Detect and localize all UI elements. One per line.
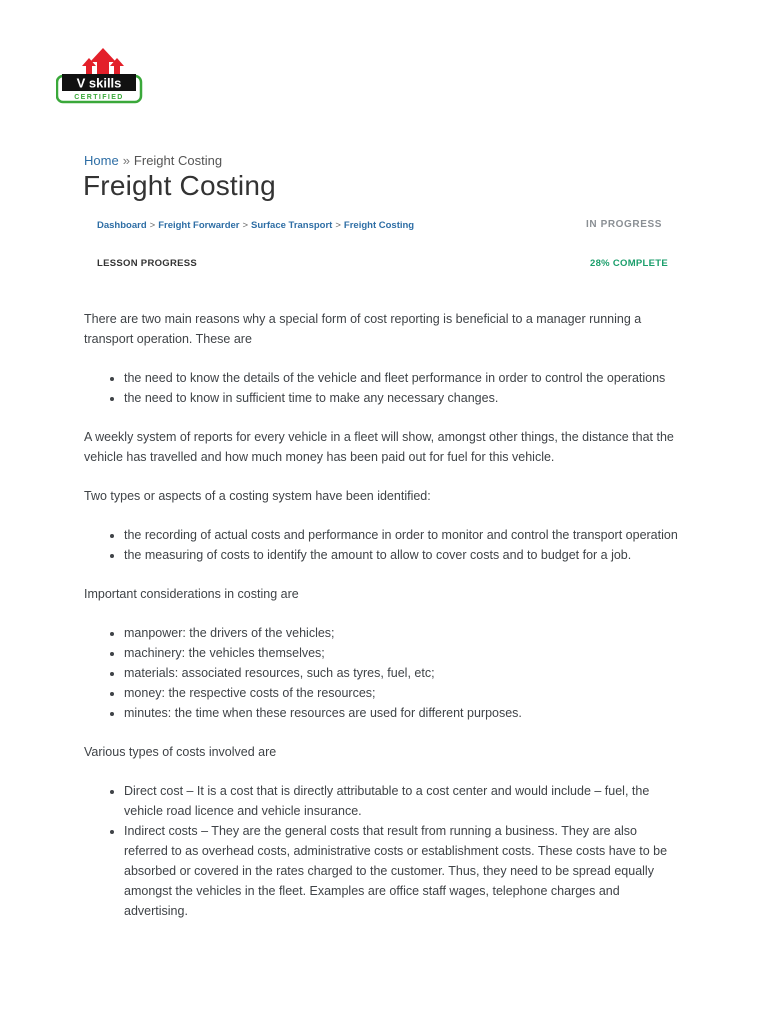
bullet-list	[84, 368, 684, 408]
status-badge: IN PROGRESS	[586, 219, 663, 230]
list-item: • the need to know the details of the vehicle and fleet performance in order to control the operations	[124, 368, 684, 388]
course-crumb-separator: >	[242, 220, 249, 231]
vskills-logo-graphic	[56, 46, 144, 106]
vskills-logo[interactable]	[56, 46, 144, 106]
course-crumb-separator: >	[335, 220, 341, 231]
breadcrumb-separator: »	[122, 153, 130, 168]
list-item: • Indirect costs – They are the general costs that result from running a business. They are also referred to as overhead costs, administrative costs or establishment costs. These costs have to be absorbed or covered in the rates charged to the customer. Thus, they need to be spread equally amongst the vehicles in the fleet. Examples are office staff wages, telephone charges and advertising.	[124, 821, 684, 921]
course-crumb-freight-costing[interactable]: Freight Costing	[343, 220, 415, 231]
course-crumb-separator: >	[149, 220, 156, 231]
list-item: • money: the respective costs of the resources;	[124, 683, 684, 703]
breadcrumb	[84, 153, 222, 168]
course-crumb-surface-transport[interactable]: Surface Transport	[251, 220, 333, 231]
list-item: • minutes: the time when these resources are used for different purposes.	[124, 703, 684, 723]
lesson-progress-percent: 28% COMPLETE	[590, 258, 669, 269]
logo-brand-text: V skills	[76, 75, 122, 91]
paragraph: Two types or aspects of a costing system have been identified:	[84, 489, 431, 503]
lesson-progress-label: LESSON PROGRESS	[97, 258, 198, 269]
paragraph: Important considerations in costing are	[84, 587, 299, 601]
breadcrumb-current: Freight Costing	[133, 153, 223, 168]
course-crumb-freight-forwarder[interactable]: Freight Forwarder	[158, 220, 240, 231]
lesson-content	[84, 309, 684, 940]
list-item: • Direct cost – It is a cost that is directly attributable to a cost center and would include – fuel, the vehicle road licence and vehicle insurance.	[124, 781, 684, 821]
list-item: • the measuring of costs to identify the amount to allow to cover costs and to budget for a job.	[124, 545, 684, 565]
breadcrumb-home-link[interactable]: Home	[84, 153, 119, 168]
page-title: Freight Costing	[83, 170, 276, 201]
list-item: • materials: associated resources, such as tyres, fuel, etc;	[124, 663, 684, 683]
paragraph: There are two main reasons why a special form of cost reporting is beneficial to a manager running a transport operation. These are	[84, 312, 642, 346]
course-crumb-dashboard[interactable]: Dashboard	[97, 220, 147, 231]
list-item: • the recording of actual costs and performance in order to monitor and control the transport operation	[124, 525, 684, 545]
list-item: • machinery: the vehicles themselves;	[124, 643, 684, 663]
paragraph: A weekly system of reports for every vehicle in a fleet will show, amongst other things, the distance that the vehicle has travelled and how much money has been paid out for fuel for this vehicle.	[84, 430, 674, 464]
list-item: • manpower: the drivers of the vehicles;	[124, 623, 684, 643]
course-breadcrumb	[97, 220, 414, 231]
list-item: • the need to know in sufficient time to make any necessary changes.	[124, 388, 684, 408]
logo-tagline-text: CERTIFIED	[74, 94, 124, 101]
paragraph: Various types of costs involved are	[84, 745, 277, 759]
bullet-list	[84, 623, 684, 723]
bullet-list	[84, 525, 684, 565]
bullet-list	[84, 781, 684, 921]
